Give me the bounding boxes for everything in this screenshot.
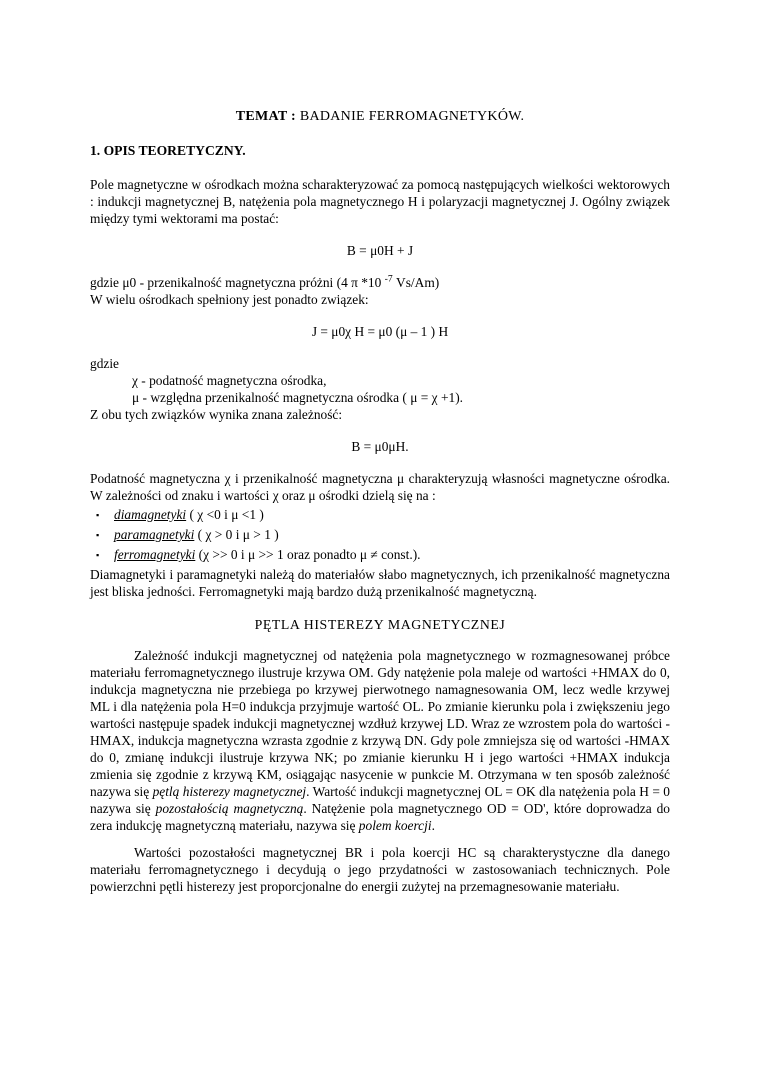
magnetic-type-term: paramagnetyki (114, 527, 195, 542)
definition-mu: μ - względna przenikalność magnetyczna ośrodka ( μ = χ +1). (132, 390, 463, 405)
bullet-icon: ▪ (96, 530, 100, 540)
mu0-definition-text: gdzie μ0 - przenikalność magnetyczna próżni (4 π *10 (90, 275, 385, 290)
paragraph-intro: Pole magnetyczne w ośrodkach można scharakteryzować za pomocą następujących wielkości wektorowych : indukcji magnetycznej B, natężenia pola magnetycznego H i polaryzacji magnetycznej J. Ogólny związek między tymi wektorami ma postać: (90, 177, 670, 226)
paragraph-relation-note: W wielu ośrodkach spełniony jest ponadto związek: (90, 292, 369, 307)
hysteresis-text-segment: . Wartość indukcji magnetycznej OL = OK dla natężenia pola H = 0 nazywa się (90, 784, 670, 816)
section-heading-theory: 1. OPIS TEORETYCZNY. (90, 143, 246, 158)
hysteresis-term-loop: pętlą histerezy magnetycznej (152, 784, 307, 799)
list-item-diamagnetyki (90, 506, 670, 525)
list-item-text (114, 526, 279, 543)
title-prefix: TEMAT : (235, 109, 297, 124)
bullet-icon: ▪ (96, 550, 100, 560)
list-item-ferromagnetyki (90, 546, 670, 565)
paragraph-gdzie: gdzie (90, 356, 119, 371)
equation-induction: B = μ0H + J (346, 243, 414, 258)
magnetic-type-condition: ( χ <0 i μ <1 ) (186, 507, 264, 522)
magnetic-type-term: ferromagnetyki (114, 547, 196, 562)
mu0-unit-text: Vs/Am) (392, 275, 440, 290)
section-heading-hysteresis: PĘTLA HISTEREZY MAGNETYCZNEJ (254, 617, 506, 632)
magnetic-type-term: diamagnetyki (114, 507, 187, 522)
magnetic-types-list (90, 506, 670, 565)
paragraph-material-properties: Wartości pozostałości magnetycznej BR i pola koercji HC są charakterystyczne dla danego materiału ferromagnetycznego i decydują o jego przydatności w zastosowaniach technicznych. Pole powierzchni pętli histerezy jest proporcjonalne do energii zużytej na przemagnesowanie materiału. (90, 845, 670, 894)
magnetic-type-condition: (χ >> 0 i μ >> 1 oraz ponadto μ ≠ const.). (195, 547, 421, 562)
definition-chi: χ - podatność magnetyczna ośrodka, (132, 373, 327, 388)
paragraph-mu0-definition (90, 274, 670, 291)
list-item-paramagnetyki (90, 526, 670, 545)
mu0-exponent: -7 (384, 273, 393, 285)
equation-b-mumu0h: B = μ0μH. (351, 439, 409, 454)
hysteresis-text-segment: . (431, 818, 435, 833)
hysteresis-term-coercivity: polem koercji (358, 818, 432, 833)
hysteresis-term-remanence: pozostałością magnetyczną (155, 801, 304, 816)
paragraph-hysteresis-loop (90, 647, 670, 834)
paragraph-known-relation: Z obu tych związków wynika znana zależność: (90, 407, 343, 422)
list-item-text (114, 546, 421, 563)
equation-polarization: J = μ0χ H = μ0 (μ – 1 ) H (311, 324, 449, 339)
paragraph-weak-magnetics: Diamagnetyki i paramagnetyki należą do materiałów słabo magnetycznych, ich przenikalność magnetyczna jest bliska jedności. Ferromagnetyki mają bardzo dużą przenikalność magnetyczną. (90, 567, 670, 599)
paragraph-susceptibility: Podatność magnetyczna χ i przenikalność magnetyczna μ charakteryzują własności magnetyczne ośrodka. W zależności od znaku i wartości χ oraz μ ośrodki dzielą się na : (90, 471, 670, 503)
list-item-text (114, 506, 264, 523)
document-title (90, 108, 670, 125)
bullet-icon: ▪ (96, 510, 100, 520)
hysteresis-text-segment: Zależność indukcji magnetycznej od natężenia pola magnetycznego w rozmagnesowanej próbce materiału ferromagnetycznego ilustruje krzywa OM. Gdy natężenie pola maleje od wartości +HMAX do 0, indukcja magnetyczna nie przebiega po krzywej pierwotnego namagnesowania OM, lecz wedle krzywej ML i dla natężenia pola H=0 indukcja przyjmuje wartość OL. Po zmianie kierunku pola i zwiększeniu jego wartości następuje spadek indukcji magnetycznej wzdłuż krzywej LD. Wraz ze wzrostem pola do wartości -HMAX, indukcja magnetyczna wzrasta zgodnie z krzywą DN. Gdy pole zmniejsza się od wartości -HMAX do 0, zmianę indukcji ilustruje krzywa NK; po zmianie kierunku H i jego wartości +HMAX indukcja zmienia się zgodnie z krzywą KM, osiągając nasycenie w punkcie M. Otrzymana w ten sposób zależność nazywa się (90, 648, 670, 799)
title-main: BADANIE FERROMAGNETYKÓW. (296, 109, 525, 124)
magnetic-type-condition: ( χ > 0 i μ > 1 ) (194, 527, 279, 542)
hysteresis-text-segment: . Natężenie pola magnetycznego OD = OD', które doprowadza do zera indukcję magnetyczną materiału, nazywa się (90, 801, 670, 833)
